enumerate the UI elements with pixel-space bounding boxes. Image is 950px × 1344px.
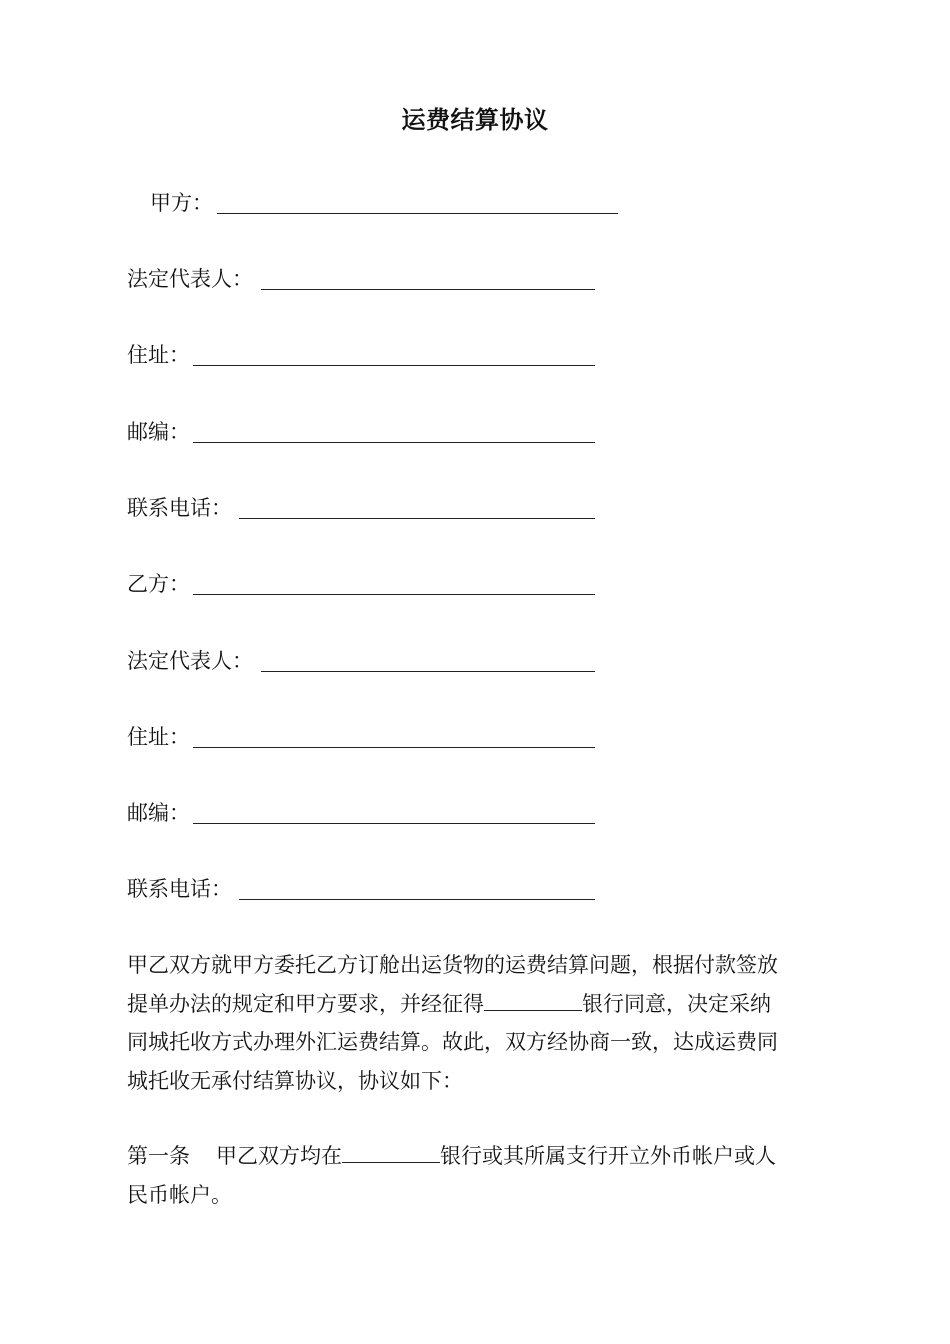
party-b-rep-field <box>127 646 253 676</box>
preamble-line-1: 甲乙双方就甲方委托乙方订舱出运货物的运费结算问题，根据付款签放 <box>127 953 778 977</box>
party-a-phone-label: 联系电话： <box>127 496 232 520</box>
party-a-name-label: 甲方： <box>150 191 213 215</box>
party-a-rep-label: 法定代表人： <box>127 267 253 291</box>
party-b-rep-blank[interactable] <box>261 671 595 672</box>
party-b-phone-label: 联系电话： <box>127 877 232 901</box>
party-b-phone-field <box>127 874 232 904</box>
party-b-postcode-label: 邮编： <box>127 801 190 825</box>
article-1-line-1-after: 银行或其所属支行开立外币帐户或人 <box>440 1144 776 1168</box>
article-1-number: 第一条 <box>127 1144 190 1168</box>
party-b-address-blank[interactable] <box>193 747 595 748</box>
party-a-address-field <box>127 340 190 370</box>
party-a-rep-blank[interactable] <box>261 289 595 290</box>
preamble-line-4: 城托收无承付结算协议，协议如下： <box>127 1068 463 1093</box>
article-1 <box>127 1137 827 1214</box>
party-b-name-blank[interactable] <box>193 594 595 595</box>
preamble-line-2 <box>127 985 827 1024</box>
party-a-phone-field <box>127 493 232 523</box>
party-a-postcode-label: 邮编： <box>127 420 190 444</box>
article-1-line-1-before: 甲乙双方均在 <box>216 1144 342 1168</box>
party-b-phone-blank[interactable] <box>239 899 595 900</box>
preamble-line-3: 同城托收方式办理外汇运费结算。故此，双方经协商一致，达成运费同 <box>127 1030 778 1054</box>
party-b-name-label: 乙方： <box>127 572 190 596</box>
party-a-postcode-field <box>127 417 190 447</box>
party-b-address-field <box>127 722 190 752</box>
preamble-paragraph <box>127 946 827 1100</box>
bank-name-blank[interactable] <box>484 986 582 1011</box>
article-1-bank-blank[interactable] <box>342 1138 440 1163</box>
preamble-line-2-after: 银行同意，决定采纳 <box>582 991 771 1016</box>
party-b-address-label: 住址： <box>127 725 190 749</box>
party-a-phone-blank[interactable] <box>239 518 595 519</box>
preamble-line-2-before: 提单办法的规定和甲方要求，并经征得 <box>127 991 484 1016</box>
party-a-name-blank[interactable] <box>217 213 618 214</box>
document-title: 运费结算协议 <box>401 106 549 134</box>
article-1-line-1 <box>127 1137 827 1176</box>
party-b-name-field <box>127 569 190 599</box>
party-b-postcode-field <box>127 798 190 828</box>
party-a-postcode-blank[interactable] <box>193 442 595 443</box>
party-b-rep-label: 法定代表人： <box>127 649 253 673</box>
party-a-rep-field <box>127 264 253 294</box>
party-a-address-blank[interactable] <box>193 365 595 366</box>
article-1-line-2: 民币帐户。 <box>127 1182 232 1207</box>
party-b-postcode-blank[interactable] <box>193 823 595 824</box>
party-a-name-field <box>150 188 213 218</box>
party-a-address-label: 住址： <box>127 343 190 367</box>
